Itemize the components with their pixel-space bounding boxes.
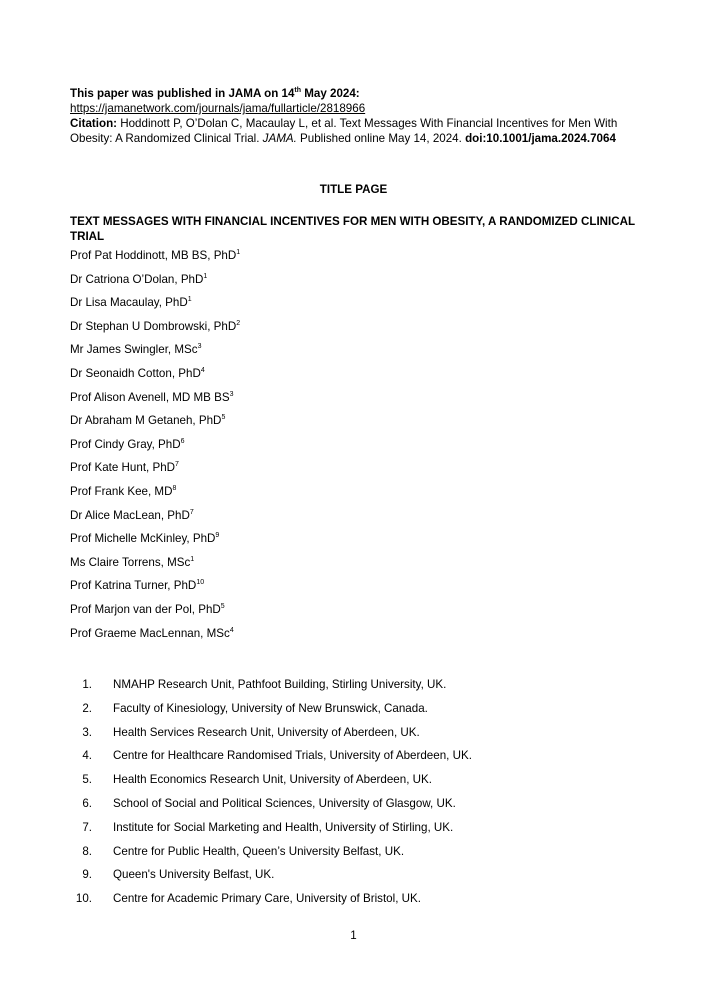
affiliation-number: 2.	[82, 701, 92, 715]
affiliation-number: 1.	[82, 678, 92, 691]
author-name: Mr James Swingler, MSc	[70, 343, 198, 357]
affiliation-list	[70, 677, 472, 915]
author-item	[70, 342, 240, 357]
author-item	[70, 366, 240, 381]
author-item	[70, 390, 240, 405]
publication-date-suffix: th	[294, 87, 302, 95]
author-affiliation-number: 3	[229, 390, 234, 398]
author-affiliation-number: 9	[215, 532, 220, 540]
author-item	[70, 272, 240, 287]
author-name: Prof Pat Hoddinott, MB BS, PhD	[70, 249, 237, 262]
author-item	[70, 578, 240, 593]
citation-text: Hoddinott P, O’Dolan C, Macaulay L, et al. Text Messages With Financial Incentives for Men With Obesity: A Randomized Clinical Trial.	[70, 117, 618, 145]
affiliation-text: Health Services Research Unit, University of Aberdeen, UK.	[113, 725, 420, 739]
author-affiliation-number: 2	[236, 319, 241, 327]
author-item	[70, 626, 240, 641]
author-item	[70, 437, 240, 452]
affiliation-number: 6.	[82, 796, 92, 810]
author-item	[70, 295, 240, 310]
author-affiliation-number: 7	[189, 508, 194, 516]
affiliation-item	[70, 867, 472, 882]
author-item	[70, 508, 240, 523]
author-affiliation-number: 3	[197, 343, 202, 351]
author-affiliation-number: 1	[190, 555, 195, 563]
affiliation-text: Centre for Healthcare Randomised Trials, University of Aberdeen, UK.	[113, 749, 472, 763]
author-affiliation-number: 1	[187, 296, 192, 304]
author-affiliation-number: 10	[196, 579, 205, 587]
affiliation-text: School of Social and Political Sciences, University of Glasgow, UK.	[113, 796, 456, 810]
author-name: Prof Michelle McKinley, PhD	[70, 532, 216, 546]
author-affiliation-number: 6	[180, 437, 185, 445]
author-name: Prof Kate Hunt, PhD	[70, 461, 176, 475]
page-number: 1	[350, 929, 357, 942]
author-list	[70, 248, 240, 649]
author-affiliation-number: 7	[175, 461, 179, 469]
author-name: Prof Alison Avenell, MD MB BS	[70, 390, 230, 404]
citation-doi: doi:10.1001/jama.2024.7064	[465, 132, 616, 145]
affiliation-number: 5.	[82, 773, 92, 787]
author-item	[70, 484, 240, 499]
author-affiliation-number: 5	[220, 603, 225, 611]
affiliation-number: 4.	[82, 749, 92, 763]
citation-published: Published online May 14, 2024.	[296, 132, 466, 145]
author-item	[70, 531, 240, 546]
author-name: Dr Catriona O’Dolan, PhD	[70, 272, 204, 286]
author-affiliation-number: 8	[172, 485, 177, 493]
author-name: Prof Frank Kee, MD	[70, 484, 173, 498]
citation	[70, 116, 650, 146]
publication-statement	[70, 86, 650, 101]
author-name: Prof Cindy Gray, PhD	[70, 437, 181, 451]
author-affiliation-number: 4	[200, 367, 205, 375]
author-name: Dr Abraham M Getaneh, PhD	[70, 414, 222, 428]
publication-statement-end: May 2024:	[301, 87, 360, 100]
affiliation-text: Health Economics Research Unit, University of Aberdeen, UK.	[113, 773, 432, 787]
affiliation-text: Centre for Academic Primary Care, University of Bristol, UK.	[113, 892, 421, 906]
affiliation-item	[70, 820, 472, 835]
author-affiliation-number: 1	[236, 249, 241, 257]
affiliation-number: 10.	[75, 892, 92, 906]
publication-notice	[70, 86, 650, 146]
article-url-link[interactable]: https://jamanetwork.com/journals/jama/fullarticle/2818966	[70, 102, 366, 115]
affiliation-text: Queen's University Belfast, UK.	[113, 868, 275, 882]
affiliation-number: 3.	[82, 725, 92, 739]
author-affiliation-number: 4	[229, 626, 234, 634]
author-item	[70, 248, 240, 263]
author-item	[70, 319, 240, 334]
affiliation-item	[70, 701, 472, 716]
affiliation-item	[70, 725, 472, 740]
affiliation-text: NMAHP Research Unit, Pathfoot Building, Stirling University, UK.	[113, 678, 447, 691]
author-name: Prof Marjon van der Pol, PhD	[70, 602, 221, 616]
affiliation-number: 8.	[82, 844, 92, 858]
paper-title: TEXT MESSAGES WITH FINANCIAL INCENTIVES FOR MEN WITH OBESITY, A RANDOMIZED CLINICAL TRIAL	[70, 215, 635, 243]
author-item	[70, 555, 240, 570]
affiliation-item	[70, 796, 472, 811]
author-name: Prof Katrina Turner, PhD	[70, 579, 197, 593]
affiliation-text: Centre for Public Health, Queen’s University Belfast, UK.	[113, 844, 405, 858]
affiliation-item	[70, 677, 472, 692]
author-affiliation-number: 5	[221, 414, 226, 422]
affiliation-text: Institute for Social Marketing and Health, University of Stirling, UK.	[113, 820, 454, 834]
affiliation-item	[70, 844, 472, 859]
affiliation-number: 7.	[82, 820, 92, 834]
publication-statement-text: This paper was published in JAMA on 14	[70, 87, 295, 100]
affiliation-item	[70, 772, 472, 787]
author-name: Dr Alice MacLean, PhD	[70, 508, 190, 522]
affiliation-text: Faculty of Kinesiology, University of New Brunswick, Canada.	[113, 701, 428, 715]
author-name: Ms Claire Torrens, MSc	[70, 555, 191, 569]
affiliation-item	[70, 748, 472, 763]
affiliation-number: 9.	[82, 868, 92, 882]
author-name: Dr Seonaidh Cotton, PhD	[70, 366, 201, 380]
affiliation-item	[70, 891, 472, 906]
author-name: Dr Stephan U Dombrowski, PhD	[70, 319, 237, 333]
author-item	[70, 413, 240, 428]
author-item	[70, 460, 240, 475]
citation-journal: JAMA.	[262, 132, 297, 145]
citation-label: Citation:	[70, 117, 118, 130]
author-name: Dr Lisa Macaulay, PhD	[70, 296, 188, 310]
title-page-heading: TITLE PAGE	[319, 183, 388, 196]
author-affiliation-number: 1	[203, 272, 208, 280]
author-name: Prof Graeme MacLennan, MSc	[70, 626, 230, 640]
author-item	[70, 602, 240, 617]
